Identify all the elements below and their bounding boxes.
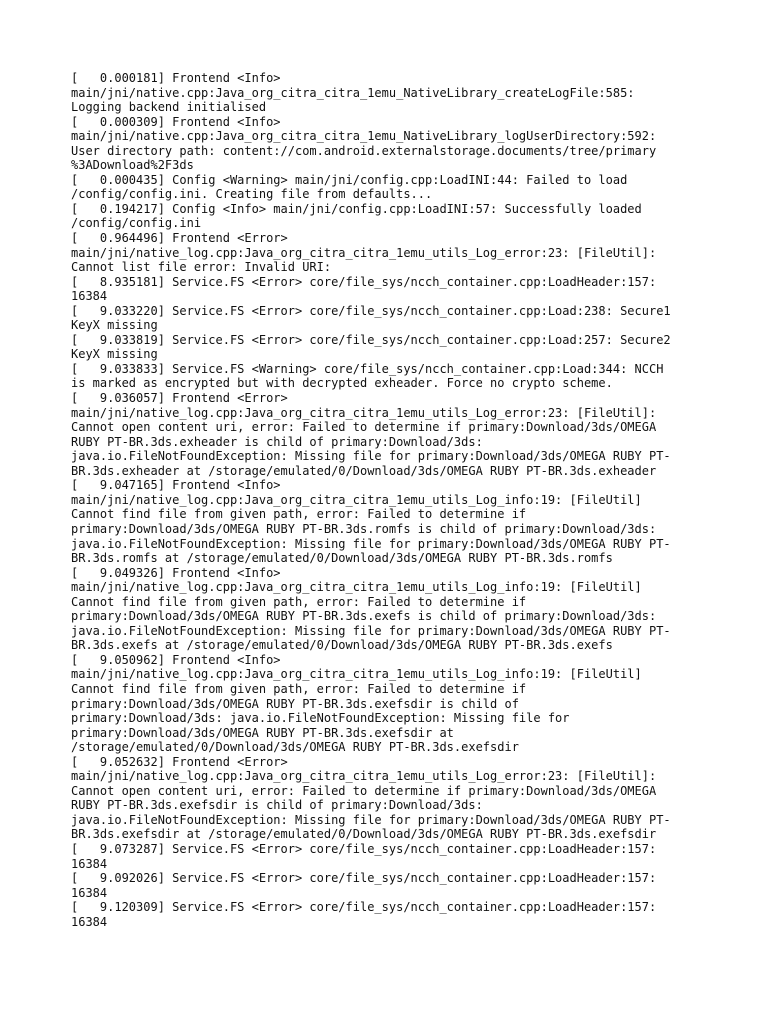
log-line: primary:Download/3ds/OMEGA RUBY PT-BR.3ds.exefsdir at <box>71 725 454 740</box>
log-line: primary:Download/3ds/OMEGA RUBY PT-BR.3ds.romfs is child of primary:Download/3ds: <box>71 521 657 536</box>
log-line: Cannot find file from given path, error: Failed to determine if <box>71 681 527 696</box>
log-line: [ 9.047165] Frontend <Info> <box>71 478 281 493</box>
log-line: KeyX missing <box>71 318 158 333</box>
log-line: java.io.FileNotFoundException: Missing file for primary:Download/3ds/OMEGA RUBY PT- <box>71 536 671 551</box>
log-line: [ 0.964496] Frontend <Error> <box>71 231 288 246</box>
log-line: 16384 <box>71 914 108 929</box>
log-line: main/jni/native_log.cpp:Java_org_citra_citra_1emu_utils_Log_error:23: [FileUtil]: <box>71 405 657 420</box>
log-line: [ 9.120309] Service.FS <Error> core/file_sys/ncch_container.cpp:LoadHeader:157: <box>71 900 657 915</box>
log-line: main/jni/native.cpp:Java_org_citra_citra_1emu_NativeLibrary_logUserDirectory:592: <box>71 129 657 144</box>
log-line: java.io.FileNotFoundException: Missing file for primary:Download/3ds/OMEGA RUBY PT- <box>71 449 671 464</box>
log-line: /storage/emulated/0/Download/3ds/OMEGA RUBY PT-BR.3ds.exefsdir <box>71 740 519 755</box>
log-line: [ 9.033833] Service.FS <Warning> core/file_sys/ncch_container.cpp:Load:344: NCCH <box>71 361 664 376</box>
log-line: BR.3ds.exefsdir at /storage/emulated/0/Download/3ds/OMEGA RUBY PT-BR.3ds.exefsdir <box>71 827 657 842</box>
log-line: 16384 <box>71 289 108 304</box>
log-line: %3ADownload%2F3ds <box>71 158 194 173</box>
log-line: [ 8.935181] Service.FS <Error> core/file_sys/ncch_container.cpp:LoadHeader:157: <box>71 274 657 289</box>
log-line: main/jni/native_log.cpp:Java_org_citra_citra_1emu_utils_Log_info:19: [FileUtil] <box>71 580 642 595</box>
log-line: BR.3ds.romfs at /storage/emulated/0/Download/3ds/OMEGA RUBY PT-BR.3ds.romfs <box>71 551 613 566</box>
log-line: RUBY PT-BR.3ds.exefsdir is child of primary:Download/3ds: <box>71 798 483 813</box>
log-line: Logging backend initialised <box>71 100 267 115</box>
log-line: RUBY PT-BR.3ds.exheader is child of primary:Download/3ds: <box>71 434 483 449</box>
log-line: main/jni/native_log.cpp:Java_org_citra_citra_1emu_utils_Log_info:19: [FileUtil] <box>71 667 642 682</box>
log-line: Cannot list file error: Invalid URI: <box>71 260 332 275</box>
log-line: KeyX missing <box>71 347 158 362</box>
log-line: /config/config.ini. Creating file from defaults... <box>71 187 433 202</box>
log-line: [ 9.052632] Frontend <Error> <box>71 754 288 769</box>
log-line: 16384 <box>71 856 108 871</box>
log-line: [ 9.050962] Frontend <Info> <box>71 652 281 667</box>
log-line: main/jni/native_log.cpp:Java_org_citra_citra_1emu_utils_Log_error:23: [FileUtil]: <box>71 769 657 784</box>
log-line: main/jni/native_log.cpp:Java_org_citra_citra_1emu_utils_Log_info:19: [FileUtil] <box>71 492 642 507</box>
log-line: [ 9.073287] Service.FS <Error> core/file_sys/ncch_container.cpp:LoadHeader:157: <box>71 841 657 856</box>
log-line: java.io.FileNotFoundException: Missing file for primary:Download/3ds/OMEGA RUBY PT- <box>71 623 671 638</box>
log-line: primary:Download/3ds: java.io.FileNotFoundException: Missing file for <box>71 711 570 726</box>
log-line: primary:Download/3ds/OMEGA RUBY PT-BR.3ds.exefs is child of primary:Download/3ds: <box>71 609 657 624</box>
log-line: Cannot open content uri, error: Failed to determine if primary:Download/3ds/OMEGA <box>71 420 657 435</box>
log-line: [ 0.000435] Config <Warning> main/jni/config.cpp:LoadINI:44: Failed to load <box>71 172 628 187</box>
log-line: [ 0.000181] Frontend <Info> <box>71 71 281 85</box>
log-line: BR.3ds.exheader at /storage/emulated/0/Download/3ds/OMEGA RUBY PT-BR.3ds.exheader <box>71 463 657 478</box>
log-line: main/jni/native.cpp:Java_org_citra_citra_1emu_NativeLibrary_createLogFile:585: <box>71 85 635 100</box>
log-line: primary:Download/3ds/OMEGA RUBY PT-BR.3ds.exefsdir is child of <box>71 696 519 711</box>
log-line: [ 9.036057] Frontend <Error> <box>71 391 288 406</box>
log-line: Cannot find file from given path, error: Failed to determine if <box>71 594 527 609</box>
log-line: [ 9.049326] Frontend <Info> <box>71 565 281 580</box>
log-line: java.io.FileNotFoundException: Missing file for primary:Download/3ds/OMEGA RUBY PT- <box>71 812 671 827</box>
log-text-body <box>71 71 711 929</box>
log-line: BR.3ds.exefs at /storage/emulated/0/Download/3ds/OMEGA RUBY PT-BR.3ds.exefs <box>71 638 613 653</box>
log-line: /config/config.ini <box>71 216 202 231</box>
log-line: Cannot open content uri, error: Failed to determine if primary:Download/3ds/OMEGA <box>71 783 657 798</box>
log-line: [ 9.033819] Service.FS <Error> core/file_sys/ncch_container.cpp:Load:257: Secure2 <box>71 332 671 347</box>
log-line: is marked as encrypted but with decrypted exheader. Force no crypto scheme. <box>71 376 613 391</box>
log-line: [ 9.033220] Service.FS <Error> core/file_sys/ncch_container.cpp:Load:238: Secure1 <box>71 303 671 318</box>
log-line: [ 0.000309] Frontend <Info> <box>71 114 281 129</box>
log-line: Cannot find file from given path, error: Failed to determine if <box>71 507 527 522</box>
log-line: [ 0.194217] Config <Info> main/jni/config.cpp:LoadINI:57: Successfully loaded <box>71 201 642 216</box>
log-line: [ 9.092026] Service.FS <Error> core/file_sys/ncch_container.cpp:LoadHeader:157: <box>71 871 657 886</box>
log-line: 16384 <box>71 885 108 900</box>
log-line: User directory path: content://com.android.externalstorage.documents/tree/primary <box>71 143 657 158</box>
log-line: main/jni/native_log.cpp:Java_org_citra_citra_1emu_utils_Log_error:23: [FileUtil]: <box>71 245 657 260</box>
